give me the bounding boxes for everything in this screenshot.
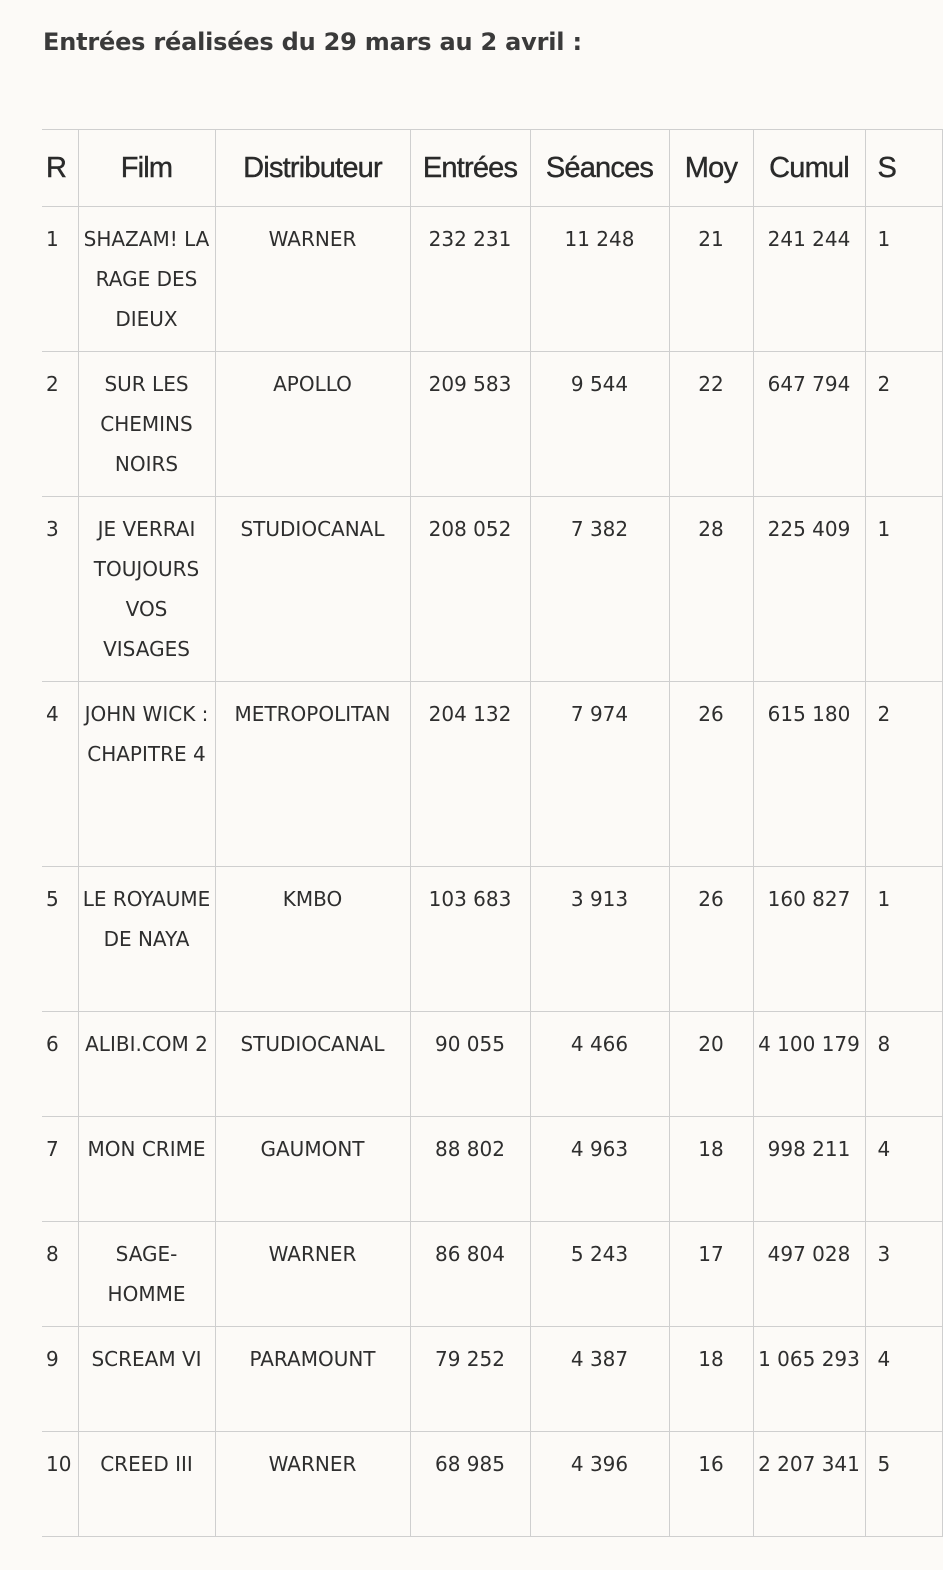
table-row: [42, 1012, 942, 1117]
cell-rank: 8: [42, 1222, 78, 1327]
cell-film: JE VERRAI TOUJOURS VOS VISAGES: [78, 497, 215, 682]
cell-entries: 86 804: [410, 1222, 530, 1327]
cell-cumul: 241 244: [753, 207, 865, 352]
header-film: Film: [78, 130, 215, 207]
cell-film: CREED III: [78, 1432, 215, 1537]
header-screenings: Séances: [530, 130, 669, 207]
cell-average: 28: [669, 497, 753, 682]
cell-s: 2: [865, 682, 942, 867]
cell-cumul: 647 794: [753, 352, 865, 497]
table-row: [42, 1432, 942, 1537]
cell-average: 26: [669, 682, 753, 867]
header-cumul: Cumul: [753, 130, 865, 207]
table-row: [42, 1222, 942, 1327]
cell-rank: 10: [42, 1432, 78, 1537]
cell-average: 20: [669, 1012, 753, 1117]
cell-rank: 1: [42, 207, 78, 352]
cell-screenings: 4 466: [530, 1012, 669, 1117]
cell-distributor: STUDIOCANAL: [215, 497, 410, 682]
header-entries: Entrées: [410, 130, 530, 207]
cell-average: 21: [669, 207, 753, 352]
cell-distributor: GAUMONT: [215, 1117, 410, 1222]
cell-cumul: 160 827: [753, 867, 865, 1012]
table-row: [42, 1117, 942, 1222]
cell-film: LE ROYAUME DE NAYA: [78, 867, 215, 1012]
cell-s: 3: [865, 1222, 942, 1327]
cell-rank: 6: [42, 1012, 78, 1117]
cell-film: SHAZAM! LA RAGE DES DIEUX: [78, 207, 215, 352]
cell-cumul: 4 100 179: [753, 1012, 865, 1117]
cell-distributor: WARNER: [215, 207, 410, 352]
cell-entries: 103 683: [410, 867, 530, 1012]
table-row: [42, 207, 942, 352]
cell-rank: 9: [42, 1327, 78, 1432]
cell-rank: 3: [42, 497, 78, 682]
header-rank: R: [42, 130, 78, 207]
cell-distributor: APOLLO: [215, 352, 410, 497]
cell-screenings: 3 913: [530, 867, 669, 1012]
cell-screenings: 4 387: [530, 1327, 669, 1432]
cell-s: 2: [865, 352, 942, 497]
cell-cumul: 998 211: [753, 1117, 865, 1222]
page-heading: Entrées réalisées du 29 mars au 2 avril :: [43, 28, 582, 56]
cell-s: 1: [865, 867, 942, 1012]
cell-rank: 5: [42, 867, 78, 1012]
cell-distributor: WARNER: [215, 1222, 410, 1327]
cell-screenings: 7 974: [530, 682, 669, 867]
cell-cumul: 1 065 293: [753, 1327, 865, 1432]
cell-screenings: 5 243: [530, 1222, 669, 1327]
header-s: S: [865, 130, 942, 207]
cell-cumul: 225 409: [753, 497, 865, 682]
cell-s: 4: [865, 1327, 942, 1432]
cell-cumul: 615 180: [753, 682, 865, 867]
cell-entries: 88 802: [410, 1117, 530, 1222]
box-office-table-container: [42, 129, 897, 1539]
cell-film: SCREAM VI: [78, 1327, 215, 1432]
header-distributor: Distributeur: [215, 130, 410, 207]
cell-cumul: 2 207 341: [753, 1432, 865, 1537]
cell-distributor: STUDIOCANAL: [215, 1012, 410, 1117]
cell-average: 17: [669, 1222, 753, 1327]
cell-screenings: 9 544: [530, 352, 669, 497]
table-row: [42, 352, 942, 497]
cell-rank: 2: [42, 352, 78, 497]
header-average: Moy: [669, 130, 753, 207]
cell-average: 18: [669, 1327, 753, 1432]
cell-average: 18: [669, 1117, 753, 1222]
table-row: [42, 682, 942, 867]
cell-cumul: 497 028: [753, 1222, 865, 1327]
cell-s: 1: [865, 207, 942, 352]
cell-rank: 7: [42, 1117, 78, 1222]
cell-s: 8: [865, 1012, 942, 1117]
cell-entries: 208 052: [410, 497, 530, 682]
cell-screenings: 7 382: [530, 497, 669, 682]
cell-s: 4: [865, 1117, 942, 1222]
cell-distributor: PARAMOUNT: [215, 1327, 410, 1432]
cell-entries: 204 132: [410, 682, 530, 867]
table-row: [42, 497, 942, 682]
cell-distributor: METROPOLITAN: [215, 682, 410, 867]
cell-film: JOHN WICK : CHAPITRE 4: [78, 682, 215, 867]
cell-s: 1: [865, 497, 942, 682]
cell-entries: 209 583: [410, 352, 530, 497]
cell-distributor: WARNER: [215, 1432, 410, 1537]
cell-entries: 232 231: [410, 207, 530, 352]
cell-film: SUR LES CHEMINS NOIRS: [78, 352, 215, 497]
box-office-table: [42, 129, 943, 1537]
cell-s: 5: [865, 1432, 942, 1537]
cell-film: SAGE-HOMME: [78, 1222, 215, 1327]
cell-average: 22: [669, 352, 753, 497]
cell-screenings: 11 248: [530, 207, 669, 352]
cell-entries: 79 252: [410, 1327, 530, 1432]
table-row: [42, 867, 942, 1012]
cell-average: 16: [669, 1432, 753, 1537]
cell-distributor: KMBO: [215, 867, 410, 1012]
cell-rank: 4: [42, 682, 78, 867]
cell-entries: 90 055: [410, 1012, 530, 1117]
cell-film: MON CRIME: [78, 1117, 215, 1222]
cell-film: ALIBI.COM 2: [78, 1012, 215, 1117]
cell-screenings: 4 396: [530, 1432, 669, 1537]
cell-screenings: 4 963: [530, 1117, 669, 1222]
table-header-row: [42, 130, 942, 207]
table-row: [42, 1327, 942, 1432]
cell-average: 26: [669, 867, 753, 1012]
cell-entries: 68 985: [410, 1432, 530, 1537]
